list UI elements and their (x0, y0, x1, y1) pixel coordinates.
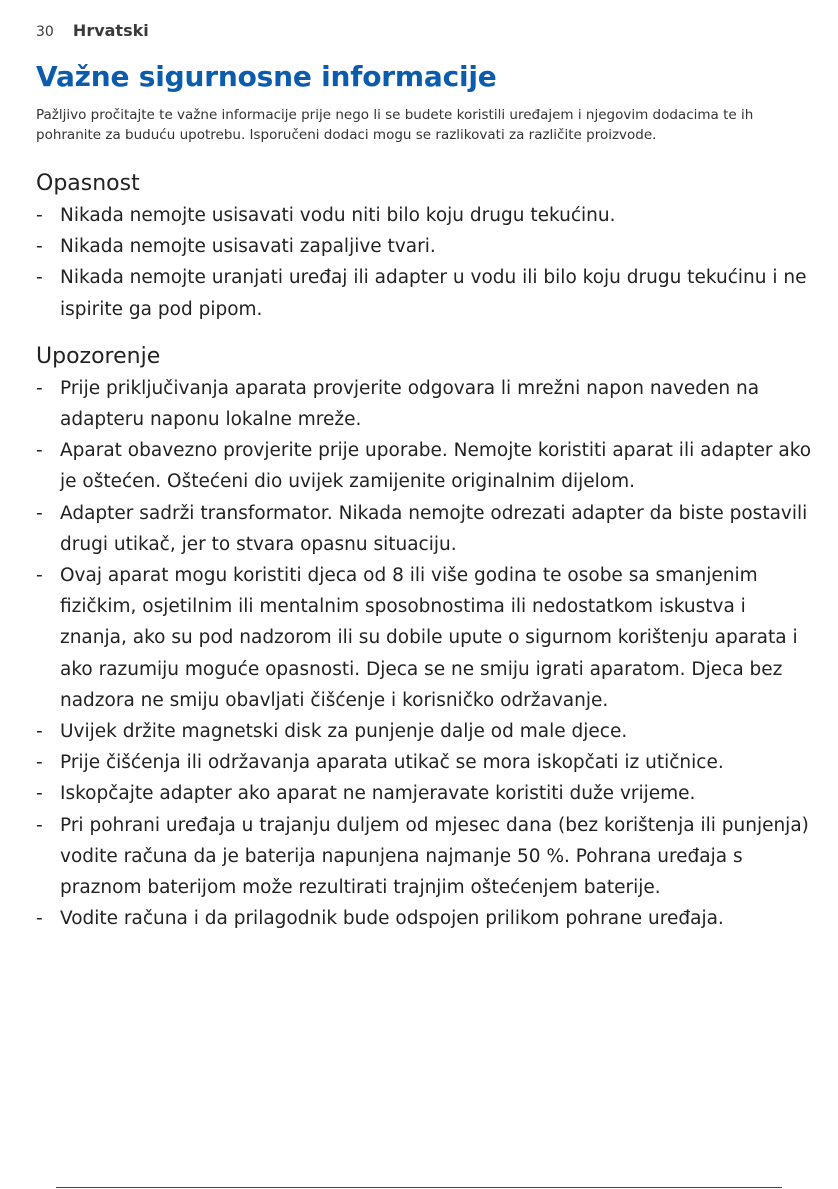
danger-list (36, 200, 816, 325)
intro-paragraph: Pažljivo pročitajte te važne informacije prije nego li se budete koristili uređajem i njegovim dodacima te ih pohranite za buduću upotrebu. Isporučeni dodaci mogu se razlikovati za različite proizvode. (36, 107, 754, 143)
list-item (36, 810, 816, 904)
list-item (36, 262, 816, 324)
dash-bullet: - (36, 908, 43, 930)
dash-bullet: - (36, 205, 43, 226)
list-item (36, 778, 816, 809)
header-language: Hrvatski (72, 21, 149, 40)
danger-heading: Opasnost (36, 171, 140, 196)
dash-bullet: - (36, 565, 43, 587)
dash-bullet: - (36, 236, 43, 258)
dash-bullet: - (36, 814, 43, 836)
list-item-text: Pri pohrani uređaja u trajanju duljem od mjesec dana (bez korištenja ili punjenja) vodite računa da je baterija napunjena najmanje 50 %. Pohrana uređaja s praznom baterijom može rezultirati trajnjim oštećenjem baterije. (60, 814, 809, 899)
list-item-text: Prije čišćenja ili održavanja aparata utikač se mora iskopčati iz utičnice. (60, 752, 724, 774)
document-title: Važne sigurnosne informacije (36, 60, 497, 93)
dash-bullet: - (36, 377, 43, 399)
dash-bullet: - (36, 440, 43, 462)
list-item-text: Prije priključivanja aparata provjerite odgovara li mrežni napon naveden na adapteru naponu lokalne mreže. (60, 377, 760, 431)
list-item (36, 498, 816, 560)
dash-bullet: - (36, 783, 43, 805)
list-item-text: Uvijek držite magnetski disk za punjenje dalje od male djece. (60, 721, 628, 743)
list-item-text: Nikada nemojte usisavati vodu niti bilo koju drugu tekućinu. (60, 205, 616, 226)
dash-bullet: - (36, 752, 43, 774)
dash-bullet: - (36, 721, 43, 743)
list-item-text: Ovaj aparat mogu koristiti djeca od 8 ili više godina te osobe sa smanjenim fizičkim, osjetilnim ili mentalnim sposobnostima ili nedostatkom iskustva i znanja, ako su pod nadzorom ili su dobile upute o sigurnom korištenju aparata i ako razumiju moguće opasnosti. Djeca se ne smiju igrati aparatom. Djeca bez nadzora ne smiju obavljati čišćenje i korisničko održavanje. (60, 565, 798, 711)
list-item (36, 231, 816, 262)
list-item (36, 716, 816, 747)
list-item-text: Iskopčajte adapter ako aparat ne namjeravate koristiti duže vrijeme. (60, 783, 696, 805)
list-item (36, 435, 816, 497)
page-header (36, 21, 149, 40)
list-item-text: Nikada nemojte usisavati zapaljive tvari. (60, 236, 436, 258)
list-item (36, 747, 816, 778)
list-item-text: Vodite računa i da prilagodnik bude odspojen prilikom pohrane uređaja. (60, 908, 724, 930)
footer-divider (56, 1187, 782, 1188)
safety-content (36, 168, 816, 934)
list-item (36, 200, 816, 231)
dash-bullet: - (36, 502, 43, 524)
list-item (36, 903, 816, 934)
list-item-text: Aparat obavezno provjerite prije uporabe. Nemojte koristiti aparat ili adapter ako je oštećen. Oštećeni dio uvijek zamijenite originalnim dijelom. (60, 440, 812, 493)
list-item-text: Adapter sadrži transformator. Nikada nemojte odrezati adapter da biste postavili drugi utikač, jer to stvara opasnu situaciju. (60, 502, 808, 555)
list-item-text: Nikada nemojte uranjati uređaj ili adapter u vodu ili bilo koju drugu tekućinu i ne ispirite ga pod pipom. (60, 267, 807, 320)
page-number: 30 (36, 24, 54, 40)
list-item (36, 560, 816, 716)
warning-list (36, 373, 816, 935)
list-item (36, 373, 816, 435)
dash-bullet: - (36, 267, 43, 289)
warning-heading: Upozorenje (36, 343, 161, 369)
